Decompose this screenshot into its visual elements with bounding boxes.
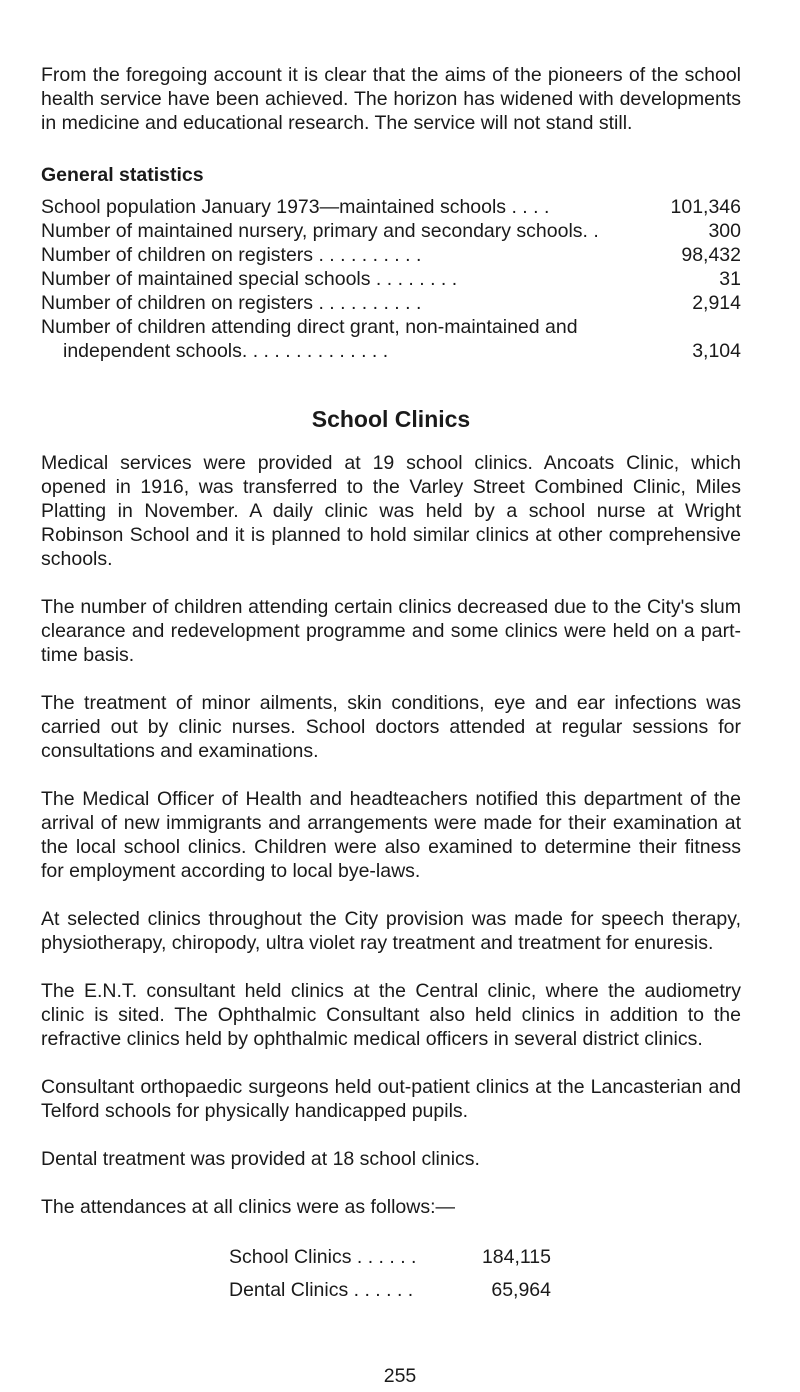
- clinics-paragraph: At selected clinics throughout the City provision was made for speech therapy, physiotherapy, chiropody, ultra violet ray treatment and treatment for enuresis.: [41, 908, 741, 954]
- stat-label: Number of maintained special schools . . . . . . . .: [41, 268, 458, 290]
- stat-row: [41, 267, 741, 291]
- attendance-row: [229, 1274, 551, 1307]
- stat-value: 98,432: [681, 244, 741, 266]
- clinics-paragraph: The attendances at all clinics were as follows:—: [41, 1196, 456, 1218]
- clinics-paragraph: The number of children attending certain clinics decreased due to the City's slum clearance and redevelopment programme and some clinics were held on a part-time basis.: [41, 596, 741, 666]
- attendance-value: 65,964: [491, 1279, 551, 1301]
- page-number: 255: [383, 1365, 417, 1387]
- attendance-label: Dental Clinics . . . . . .: [229, 1279, 414, 1301]
- stat-row: [41, 339, 741, 363]
- attendances-table: [229, 1241, 551, 1307]
- clinics-paragraph: The treatment of minor ailments, skin conditions, eye and ear infections was carried out by clinic nurses. School doctors attended at regular sessions for consultations and examinations.: [41, 692, 741, 762]
- stat-label: Number of maintained nursery, primary and secondary schools. .: [41, 220, 599, 242]
- clinics-paragraph: The E.N.T. consultant held clinics at the Central clinic, where the audiometry clinic is sited. The Ophthalmic Consultant also held clinics in addition to the refractive clinics held by ophthalmic medical officers in several district clinics.: [41, 980, 741, 1050]
- attendance-row: [229, 1241, 551, 1274]
- general-statistics-heading: General statistics: [41, 164, 204, 186]
- clinics-paragraph: The Medical Officer of Health and headteachers notified this department of the arrival of new immigrants and arrangements were made for their examination at the local school clinics. Children were also examined to determine their fitness for employment according to local bye-laws.: [41, 788, 741, 882]
- clinics-paragraph: Dental treatment was provided at 18 school clinics.: [41, 1148, 480, 1170]
- stat-row: [41, 195, 741, 219]
- intro-paragraph: From the foregoing account it is clear that the aims of the pioneers of the school health service have been achieved. The horizon has widened with developments in medicine and educational research. The service will not stand still.: [41, 64, 741, 134]
- attendance-label: School Clinics . . . . . .: [229, 1246, 417, 1268]
- stat-row: [41, 243, 741, 267]
- clinics-paragraph: Medical services were provided at 19 school clinics. Ancoats Clinic, which opened in 1916, was transferred to the Varley Street Combined Clinic, Miles Platting in November. A daily clinic was held by a school nurse at Wright Robinson School and it is planned to hold similar clinics at other comprehensive schools.: [41, 452, 741, 570]
- school-clinics-heading: School Clinics: [311, 406, 471, 432]
- stat-value: 2,914: [692, 292, 741, 314]
- clinics-paragraph: Consultant orthopaedic surgeons held out-patient clinics at the Lancasterian and Telford schools for physically handicapped pupils.: [41, 1076, 741, 1122]
- document-page: [41, 63, 741, 1307]
- stat-value: 3,104: [692, 340, 741, 362]
- general-statistics-table: [41, 195, 741, 363]
- stat-row: [41, 291, 741, 315]
- stat-label: School population January 1973—maintained schools . . . .: [41, 196, 550, 218]
- attendance-value: 184,115: [481, 1246, 551, 1268]
- stat-value: 101,346: [670, 196, 741, 218]
- stat-row: [41, 219, 741, 243]
- stat-value: 300: [708, 220, 741, 242]
- stat-label: Number of children on registers . . . . . . . . . .: [41, 292, 422, 314]
- stat-label-continued: independent schools. . . . . . . . . . . . . .: [63, 340, 389, 362]
- stat-label: Number of children attending direct grant, non-maintained and: [41, 316, 578, 338]
- stat-value: 31: [719, 268, 741, 290]
- stat-label: Number of children on registers . . . . . . . . . .: [41, 244, 422, 266]
- stat-row: [41, 315, 741, 339]
